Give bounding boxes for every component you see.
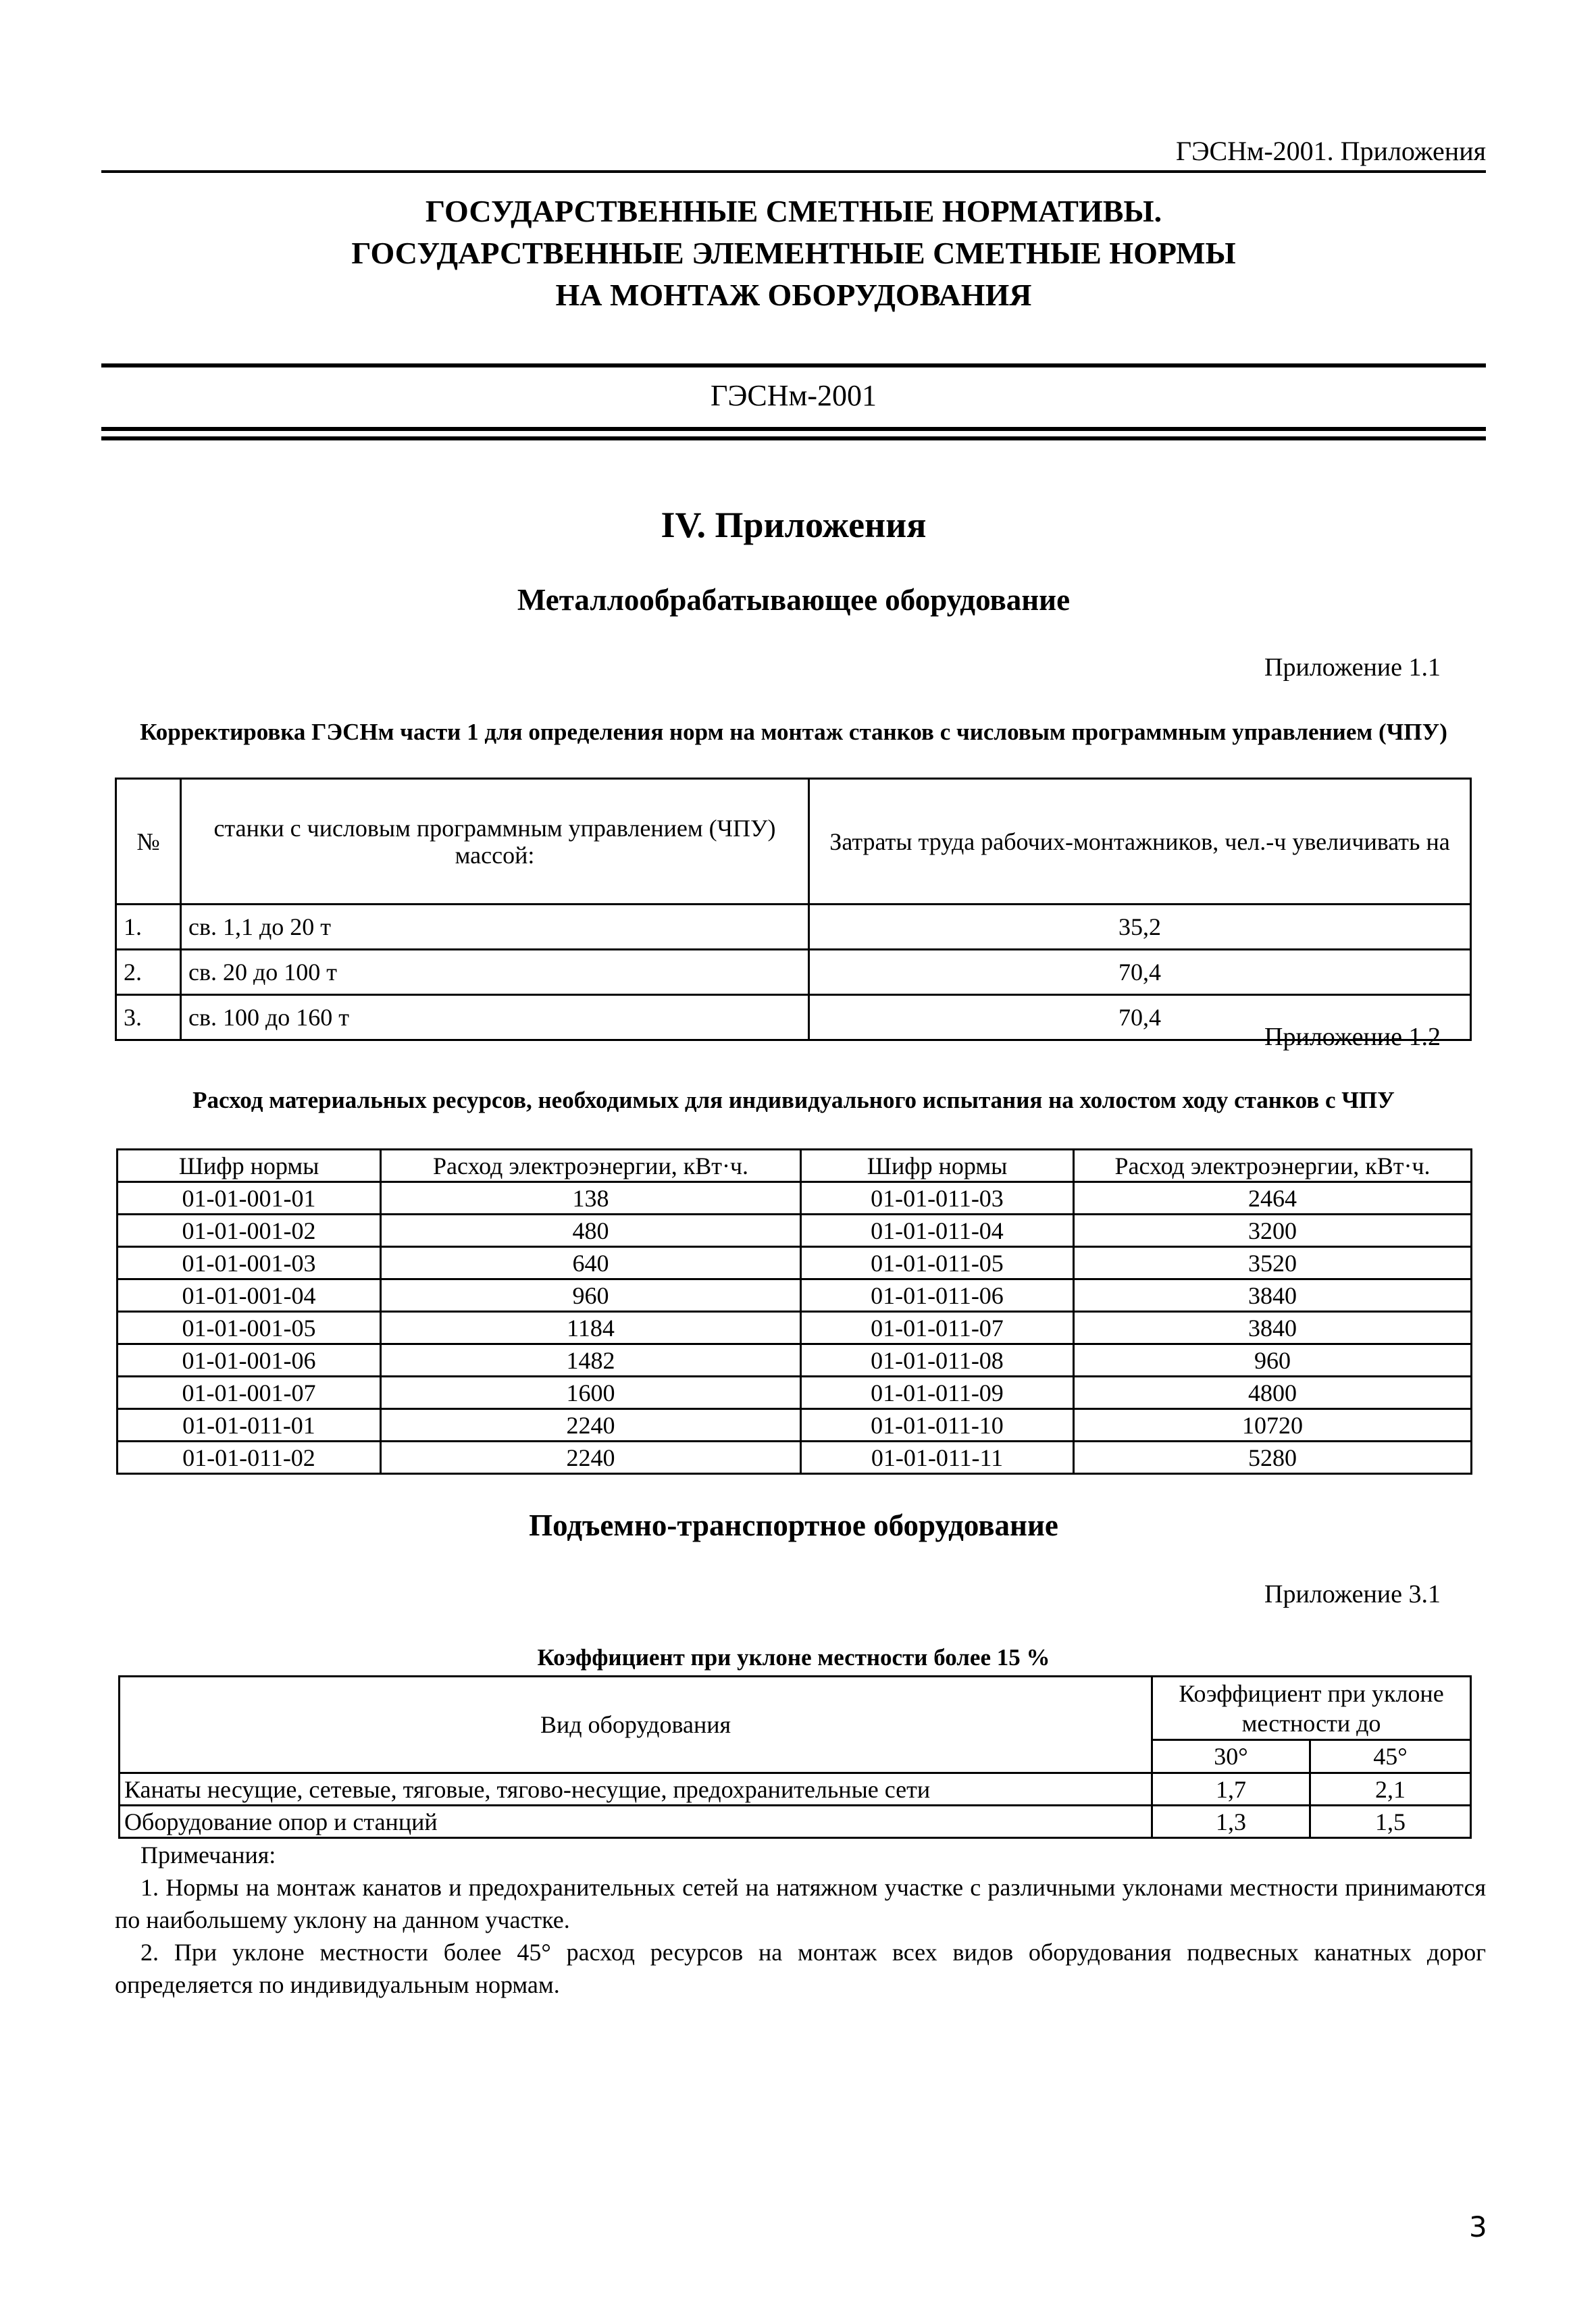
cell-code-2: 01-01-011-06 <box>801 1279 1074 1312</box>
table-row <box>118 1312 1472 1344</box>
table-row <box>118 1279 1472 1312</box>
cell-energy-2: 5280 <box>1074 1442 1472 1474</box>
cell-energy-1: 1482 <box>381 1344 801 1377</box>
title-rule-top <box>101 363 1486 367</box>
header-kind: Вид оборудования <box>120 1677 1152 1773</box>
table-row <box>120 1806 1471 1838</box>
table-header-row <box>120 1677 1471 1740</box>
table-caption-1-1: Корректировка ГЭСНм части 1 для определения норм на монтаж станков с числовым программным управлением (ЧПУ) <box>140 719 1447 745</box>
cell-code-1: 01-01-001-05 <box>118 1312 381 1344</box>
cell-kind: Канаты несущие, сетевые, тяговые, тягово-несущие, предохранительные сети <box>120 1773 1152 1806</box>
cell-labor: 35,2 <box>809 905 1471 950</box>
header-code-1: Шифр нормы <box>118 1150 381 1182</box>
cell-energy-1: 960 <box>381 1279 801 1312</box>
table-row <box>116 950 1471 995</box>
cell-code-2: 01-01-011-11 <box>801 1442 1074 1474</box>
table-idle-test-energy <box>116 1148 1472 1475</box>
title-rule-bottom-2 <box>101 436 1486 440</box>
part-title: IV. Приложения <box>661 505 927 545</box>
cell-energy-2: 2464 <box>1074 1182 1472 1215</box>
cell-mass: св. 20 до 100 т <box>181 950 809 995</box>
cell-code-2: 01-01-011-07 <box>801 1312 1074 1344</box>
cell-code-1: 01-01-011-02 <box>118 1442 381 1474</box>
header-code-2: Шифр нормы <box>801 1150 1074 1182</box>
table-cnc-labor-correction <box>115 778 1472 1041</box>
page-number: 3 <box>1469 2210 1487 2243</box>
cell-labor: 70,4 <box>809 950 1471 995</box>
cell-energy-2: 3840 <box>1074 1279 1472 1312</box>
table-row <box>116 905 1471 950</box>
table-slope-coefficients <box>118 1675 1472 1839</box>
header-deg-45: 45° <box>1310 1740 1471 1773</box>
cell-mass: св. 100 до 160 т <box>181 995 809 1040</box>
cell-energy-1: 1184 <box>381 1312 801 1344</box>
cell-code-2: 01-01-011-03 <box>801 1182 1074 1215</box>
code-label: ГЭСНм-2001 <box>710 379 877 412</box>
cell-labor: 70,4 <box>809 995 1471 1040</box>
cell-num: 3. <box>116 995 181 1040</box>
header-num: № <box>116 779 181 905</box>
cell-energy-1: 640 <box>381 1247 801 1279</box>
cell-num: 2. <box>116 950 181 995</box>
cell-energy-2: 3840 <box>1074 1312 1472 1344</box>
cell-deg-45: 2,1 <box>1310 1773 1471 1806</box>
table-row <box>118 1377 1472 1409</box>
cell-code-2: 01-01-011-05 <box>801 1247 1074 1279</box>
table-row <box>120 1773 1471 1806</box>
cell-code-2: 01-01-011-10 <box>801 1409 1074 1442</box>
cell-deg-45: 1,5 <box>1310 1806 1471 1838</box>
cell-energy-2: 3200 <box>1074 1215 1472 1247</box>
header-labor: Затраты труда рабочих-монтажников, чел.-ч увеличивать на <box>809 779 1471 905</box>
cell-code-1: 01-01-001-07 <box>118 1377 381 1409</box>
section-title-metalworking: Металлообрабатывающее оборудование <box>517 583 1071 617</box>
cell-code-1: 01-01-011-01 <box>118 1409 381 1442</box>
cell-energy-1: 2240 <box>381 1409 801 1442</box>
cell-energy-1: 138 <box>381 1182 801 1215</box>
appendix-label-1-1: Приложение 1.1 <box>1264 653 1441 682</box>
cell-code-2: 01-01-011-04 <box>801 1215 1074 1247</box>
cell-code-1: 01-01-001-01 <box>118 1182 381 1215</box>
header-coef: Коэффициент при уклоне местности до <box>1152 1677 1471 1740</box>
cell-energy-2: 4800 <box>1074 1377 1472 1409</box>
header-deg-30: 30° <box>1152 1740 1310 1773</box>
document-title <box>101 190 1486 316</box>
notes-heading: Примечания: <box>140 1841 276 1869</box>
table-caption-3-1: Коэффициент при уклоне местности более 15 % <box>537 1644 1050 1671</box>
table-row <box>118 1442 1472 1474</box>
cell-code-1: 01-01-001-04 <box>118 1279 381 1312</box>
cell-code-2: 01-01-011-08 <box>801 1344 1074 1377</box>
cell-energy-2: 10720 <box>1074 1409 1472 1442</box>
cell-code-2: 01-01-011-09 <box>801 1377 1074 1409</box>
cell-mass: св. 1,1 до 20 т <box>181 905 809 950</box>
table-row <box>118 1215 1472 1247</box>
title-line-3: НА МОНТАЖ ОБОРУДОВАНИЯ <box>555 278 1032 312</box>
cell-energy-2: 960 <box>1074 1344 1472 1377</box>
cell-num: 1. <box>116 905 181 950</box>
table-header-row <box>116 779 1471 905</box>
section-title-lifting: Подъемно-транспортное оборудование <box>529 1508 1058 1542</box>
title-rule-bottom-1 <box>101 427 1486 431</box>
table-caption-1-2: Расход материальных ресурсов, необходимых для индивидуального испытания на холостом ходу станков с ЧПУ <box>192 1087 1395 1113</box>
table-row <box>118 1247 1472 1279</box>
header-rule <box>101 170 1486 173</box>
table-header-row <box>118 1150 1472 1182</box>
title-line-1: ГОСУДАРСТВЕННЫЕ СМЕТНЫЕ НОРМАТИВЫ. <box>425 194 1162 228</box>
cell-deg-30: 1,3 <box>1152 1806 1310 1838</box>
appendix-label-1-2: Приложение 1.2 <box>1264 1023 1441 1051</box>
cell-energy-1: 480 <box>381 1215 801 1247</box>
running-head: ГЭСНм-2001. Приложения <box>1175 136 1486 166</box>
table-row <box>118 1409 1472 1442</box>
cell-energy-1: 1600 <box>381 1377 801 1409</box>
note-item: 1. Нормы на монтаж канатов и предохранительных сетей на натяжном участке с различными уклонами местности принимаются по наибольшему уклону на данном участке. <box>115 1874 1486 1933</box>
title-line-2: ГОСУДАРСТВЕННЫЕ ЭЛЕМЕНТНЫЕ СМЕТНЫЕ НОРМЫ <box>351 236 1236 270</box>
cell-code-1: 01-01-001-02 <box>118 1215 381 1247</box>
header-energy-1: Расход электроэнергии, кВт·ч. <box>381 1150 801 1182</box>
cell-code-1: 01-01-001-03 <box>118 1247 381 1279</box>
cell-energy-1: 2240 <box>381 1442 801 1474</box>
cell-deg-30: 1,7 <box>1152 1773 1310 1806</box>
cell-kind: Оборудование опор и станций <box>120 1806 1152 1838</box>
appendix-label-3-1: Приложение 3.1 <box>1264 1580 1441 1608</box>
cell-energy-2: 3520 <box>1074 1247 1472 1279</box>
cell-code-1: 01-01-001-06 <box>118 1344 381 1377</box>
table-row <box>118 1344 1472 1377</box>
header-energy-2: Расход электроэнергии, кВт·ч. <box>1074 1150 1472 1182</box>
notes <box>115 1839 1486 2001</box>
note-item: 2. При уклоне местности более 45° расход ресурсов на монтаж всех видов оборудования подвесных канатных дорог определяется по индивидуальным нормам. <box>115 1939 1486 1998</box>
table-row <box>118 1182 1472 1215</box>
header-mass: станки с числовым программным управлением (ЧПУ) массой: <box>181 779 809 905</box>
